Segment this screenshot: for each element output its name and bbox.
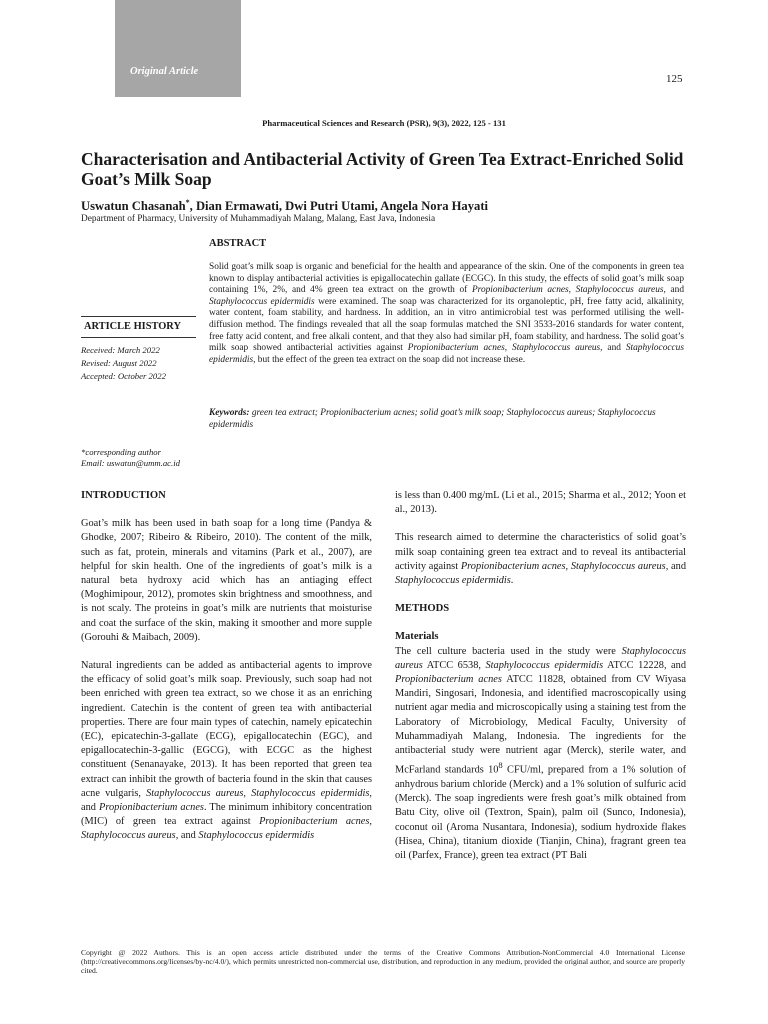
article-history-heading: ARTICLE HISTORY: [84, 321, 181, 332]
keywords: Keywords: green tea extract; Propionibacterium acnes; solid goat’s milk soap; Staphylococcus aureus; Staphylococcus epidermidis: [209, 408, 656, 430]
materials-subheading: Materials: [395, 631, 439, 643]
accepted-date: Accepted: October 2022: [81, 370, 166, 381]
article-type-label: Original Article: [130, 66, 199, 77]
co-authors: , Dian Ermawati, Dwi Putri Utami, Angela Nora Hayati: [189, 199, 489, 214]
corresponding-label: *corresponding author: [81, 447, 162, 457]
abstract-heading: ABSTRACT: [209, 238, 267, 249]
received-date: Received: March 2022: [81, 345, 160, 355]
keywords-label: Keywords:: [209, 408, 250, 418]
article-type-banner: [115, 0, 241, 97]
left-column: [81, 489, 372, 844]
revised-date: Revised: August 2022: [81, 357, 157, 368]
journal-citation: Pharmaceutical Sciences and Research (PSR), 9(3), 2022, 125 - 131: [262, 118, 506, 128]
corresponding-author-note: [81, 447, 180, 468]
intro-paragraph-2-continued: is less than 0.400 mg/mL (Li et al., 2015; Sharma et al., 2012; Yoon et al., 2013).: [395, 490, 686, 516]
intro-paragraph-3: This research aimed to determine the characteristics of solid goat’s milk soap containing green tea extract and to reveal its antibacterial activity against Propionibacterium acnes, Staphylococcus aureus, and Staphylococcus epidermidis.: [395, 532, 686, 587]
page-number: 125: [666, 73, 683, 85]
corresponding-email: Email: uswatun@umm.ac.id: [81, 457, 180, 468]
materials-paragraph: The cell culture bacteria used in the study were Staphylococcus aureus ATCC 6538, Staphylococcus epidermidis ATCC 12228, and Propionibacterium acnes ATCC 11828, obtained from CV Wiyasa Mandiri, Singosari, Indonesia, and identified macroscopically using nutrient agar media and microscopically using a staining test from the Laboratory of Microbiology, Medical Faculty, University of Muhammadiyah Malang, Indonesia. The ingredients for the antibacterial study were nutrient agar (Merck), sterile water, and McFarland standards $10^8$ CFU/ml, prepared from a 1% solution of anhydrous barium chloride (Merck) and a 1% solution of sulfuric acid (Merck). The soap ingredients were fresh goat’s milk obtained from Batu City, olive oil (Textron, Spain), palm oil (Sunco, Indonesia), coconut oil (Aroma Nusantara, Indonesia), sodium hydroxide flakes (Hisea, China), titanium dioxide (Tianjin, China), fragrant green tea oil (Parfex, France), green tea extract (PT Bali: [395, 645, 687, 861]
history-divider-bottom: [81, 337, 196, 338]
intro-paragraph-2: Natural ingredients can be added as antibacterial agents to improve the efficacy of solid goat’s milk soap. Previously, such soap had not been enriched with green tea extract, so we chose it as an enriching ingredient. Catechin is the content of green tea with antibacterial properties. There are four main types of catechin, namely epicatechin (EC), epicatechin-3-gallate (ECG), epigallocatechin (EGC), and epigallocatechin-3-gallic (EGCG), with ECGC as the highest constituent (Senanayake, 2013). It has been reported that green tea extract can inhibit the growth of bacteria found in the skin that causes acne vulgaris, Staphylococcus aureus, Staphylococcus epidermidis, and Propionibacterium acnes. The minimum inhibitory concentration (MIC) of green tea extract against Propionibacterium acnes, Staphylococcus aureus, and Staphylococcus epidermidis: [81, 660, 372, 842]
history-divider-top: [81, 316, 196, 317]
corresponding-author-name: Uswatun Chasanah: [81, 199, 186, 214]
license-footer: Copyright @ 2022 Authors. This is an open access article distributed under the terms of the Creative Commons Attribution-NonCommercial 4.0 International License (http://creativecommons.org/licenses/by-nc/4.0/), which permits unrestricted non-commercial use, distribution, and reproduction in any medium, provided the original author, and source are properly cited.: [81, 948, 685, 976]
methods-heading: METHODS: [395, 603, 450, 615]
right-column: [395, 489, 686, 863]
abstract-body: Solid goat’s milk soap is organic and beneficial for the health and appearance of the skin. One of the components in green tea known to display antibacterial activities is epigallocatechin gallate (ECGC). In this study, the effects of solid goat’s milk soap containing 1%, 2%, and 4% green tea extract on the growth of Propionibacterium acnes, Staphylococcus aureus, and Staphylococcus epidermidis were examined. The soap was characterized for its organoleptic, pH, free fatty acid, alkalinity, water content, foam stability, and hardness. In addition, an in vitro antimicrobial test was performed utilising the well-diffusion method. The findings revealed that all the soap formulas matched the SNI 3533-2016 standards for water content, free fatty acid content, and free alkali content, and that they also had similar pH, foam stability, and hardness. The solid goat’s milk soap showed antibacterial activities against Propionibacterium acnes, Staphylococcus aureus, and Staphylococcus epidermidis, but the effect of the green tea extract on the soap did not increase these.: [209, 262, 685, 365]
introduction-heading: INTRODUCTION: [81, 490, 166, 501]
corresponding-marker: *: [185, 198, 190, 207]
intro-paragraph-1: Goat’s milk has been used in bath soap for a long time (Pandya & Ghodke, 2007; Ribeiro & Ribeiro, 2010). The content of the milk, such as fat, protein, minerals and vitamins (Park et al., 2007), are helpful for skin health. One of the ingredients of goat’s milk is a natural beta hydroxy acid which has an antiaging effect (Moghimipour, 2012), promotes skin brightness and smoothness, and is not scaly. The proteins in goat’s milk are nutrients that moisturise and coat the surface of the skin, making it smoother and more supple (Gorouhi & Maibach, 2009).: [81, 518, 372, 643]
author-list: [81, 198, 488, 214]
article-title: Characterisation and Antibacterial Activity of Green Tea Extract-Enriched Solid Goat’s Milk Soap: [81, 149, 684, 189]
article-history: [81, 344, 166, 382]
affiliation: Department of Pharmacy, University of Muhammadiyah Malang, Malang, East Java, Indonesia: [81, 214, 436, 224]
